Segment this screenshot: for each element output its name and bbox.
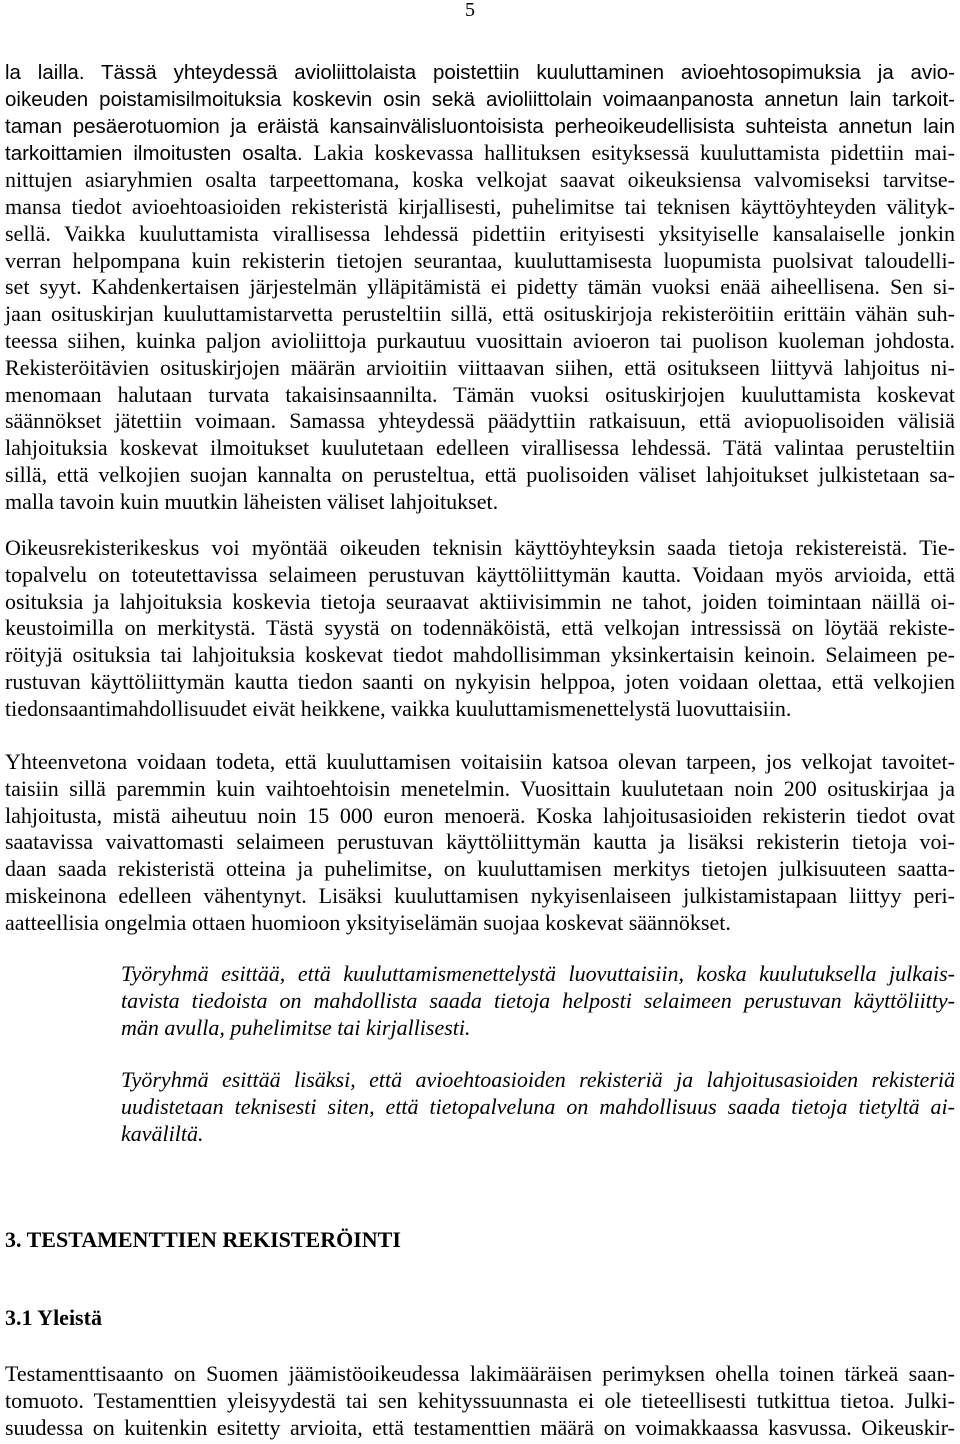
text-line: la lailla. Tässä yhteydessä avioliittolaista poistettiin kuuluttaminen avioehtosopimuksia ja avio- <box>5 61 955 84</box>
section-heading: 3. TESTAMENTTIEN REKISTERÖINTI <box>5 1227 401 1252</box>
paragraph <box>5 60 955 516</box>
text-line: män avulla, puhelimitse tai kirjallisesti. <box>121 1014 471 1040</box>
text-line: taman pesäerotuomion ja eräistä kansainvälisluontoisista perheoikeudellisista suhteista annetun lain <box>5 114 955 138</box>
text-line: oikeuden poistamisilmoituksia koskevin osin sekä avioliittolain voimaanpanosta annetun lain tarkoit- <box>5 87 955 111</box>
paragraph <box>5 749 955 937</box>
text-line: set syyt. Kahdenkertaisen järjestelmän ylläpitämistä ei pidetty tämän vuoksi enää aiheellisena. Sen si- <box>5 274 955 300</box>
text-line: tavista tiedoista on mahdollista saada tietoja helposti selaimeen perustuvan käyttöliitty- <box>121 987 955 1013</box>
text-line: teessa siihen, kuinka paljon avioliittoja purkautuu vuosittain avioeron tai puolison kuoleman johdosta. <box>5 327 955 353</box>
paragraph <box>5 1361 955 1441</box>
page-number: 5 <box>465 0 475 21</box>
text-line: Työryhmä esittää, että kuuluttamismenettelystä luovuttaisiin, koska kuulutuksella julkais- <box>121 961 955 986</box>
text-line: menomaan halutaan turvata takaisinsaannilta. Tämän vuoksi osituskirjojen kuuluttamista koskevat <box>5 381 955 407</box>
text-line: Rekisteröitävien osituskirjojen määrän arvioitiin viittaavan siihen, että ositukseen liittyvä lahjoitus ni- <box>5 354 955 380</box>
paragraph <box>5 535 955 723</box>
text-line: Yhteenvetona voidaan todeta, että kuuluttamisen voitaisiin katsoa olevan tarpeen, jos velkojat tavoitet- <box>5 749 955 774</box>
text-line: saatavissa vaivattomasti selaimeen perustuvan käyttöliittymän kautta ja lisäksi rekisterin tietoja voi- <box>5 829 955 855</box>
text-line: daan saada rekisteristä otteina ja puhelimitse, on kuuluttamisen merkitys tietojen julkisuuteen saatta- <box>5 856 955 882</box>
text-segment: Lakia koskevassa hallituksen esityksessä kuuluttamista pidettiin mai- <box>313 140 955 166</box>
text-line: lahjoitusta, mistä aiheutuu noin 15 000 euron menoerä. Koska lahjoitusasioiden rekisterin tiedot ovat <box>5 802 955 828</box>
text-line: tomuoto. Testamenttien yleisyydestä tai sen kehityssuunnasta ei ole tieteellisesti tutkittua tietoa. Julki- <box>5 1387 955 1413</box>
text-line: verran helpompana kuin rekisterin tietojen seurantaa, kuuluttamisesta luopumista puolsivat taloudelli- <box>5 247 955 273</box>
text-line: suudessa on kuitenkin esitetty arvioita, että testamenttien määrä on voimakkaassa kasvussa. Oikeuskir- <box>5 1414 955 1440</box>
text-line: taisiin sillä paremmin kuin vaihtoehtoisin menetelmin. Vuosittain kuulutetaan noin 200 osituskirjaa ja <box>5 775 955 801</box>
text-line: keustoimilla on merkitystä. Tästä syystä on todennäköistä, että velkojan intressissä on löytää rekiste- <box>5 615 955 641</box>
text-line: aatteellisia ongelmia ottaen huomioon yksityiselämän suojaa koskevat säännökset. <box>5 909 731 935</box>
text-line: sillä, että velkojien suojan kannalta on perusteltua, että puolisoiden väliset lahjoitukset julkistetaan sa- <box>5 461 955 487</box>
text-segment: tarkoittamien ilmoitusten osalta. <box>5 142 303 166</box>
text-line: nittujen asiaryhmien osalta tarpeettomana, koska velkojat saavat oikeuksiensa valvomiseksi tarvitse- <box>5 167 955 193</box>
text-line: Oikeusrekisterikeskus voi myöntää oikeuden teknisin käyttöyhteyksin saada tietoja rekistereistä. Tie- <box>5 535 955 560</box>
text-line: röityjä osituksia tai lahjoituksia koskevat tiedot mahdollisimman yksinkertaisin keinoin. Selaimeen pe- <box>5 642 955 668</box>
text-line: kaväliltä. <box>121 1120 204 1146</box>
text-line: lahjoituksia koskevat ilmoitukset kuulutetaan edelleen virallisessa lehdessä. Tätä valintaa perusteltiin <box>5 435 955 461</box>
subsection-heading: 3.1 Yleistä <box>5 1305 102 1330</box>
text-line: säännökset jätettiin voimaan. Samassa yhteydessä päädyttiin ratkaisuun, että aviopuolisoiden välisiä <box>5 408 955 434</box>
text-line: miskeinona edelleen vähentynyt. Lisäksi kuuluttamisen nykyisenlaiseen julkistamistapaan liittyy peri- <box>5 882 955 908</box>
text-line <box>5 140 955 167</box>
text-line: mansa tiedot avioehtoasioiden rekisteristä kirjallisesti, puhelimitse tai teknisen käyttöyhteyden välityk- <box>5 193 955 219</box>
text-line: sellä. Vaikka kuuluttamista virallisessa lehdessä pidettiin erityisesti yksityiselle kansalaiselle jonkin <box>5 220 955 246</box>
proposal-paragraph <box>121 1067 955 1147</box>
text-line: topalvelu on toteutettavissa selaimeen perustuvan käyttöliittymän kautta. Voidaan myös arvioida, että <box>5 561 955 587</box>
text-line: jaan osituskirjan kuuluttamistarvetta perusteltiin sillä, että osituskirjoja rekisteröitiin erittäin vähän suh- <box>5 301 955 327</box>
text-line: Työryhmä esittää lisäksi, että avioehtoasioiden rekisteriä ja lahjoitusasioiden rekisteriä <box>121 1067 955 1092</box>
text-line: rustuvan käyttöliittymän kautta tiedon saanti on nykyisin helppoa, joten voidaan olettaa, että velkojien <box>5 668 955 694</box>
text-line: uudistetaan teknisesti siten, että tietopalveluna on mahdollisuus saada tietoja tietyltä ai- <box>121 1093 955 1119</box>
text-line: tiedonsaantimahdollisuudet eivät heikkene, vaikka kuuluttamismenettelystä luovuttaisiin. <box>5 695 792 721</box>
text-line: osituksia ja lahjoituksia koskevia tietoja seuraavat aktiivisimmin ne tahot, joiden toimintaan näillä oi- <box>5 588 955 614</box>
text-line: Testamenttisaanto on Suomen jäämistöoikeudessa lakimääräisen perimyksen ohella toinen tärkeä saan- <box>5 1361 955 1386</box>
proposal-paragraph <box>121 961 955 1041</box>
text-line: malla tavoin kuin muutkin läheisten väliset lahjoitukset. <box>5 488 499 514</box>
